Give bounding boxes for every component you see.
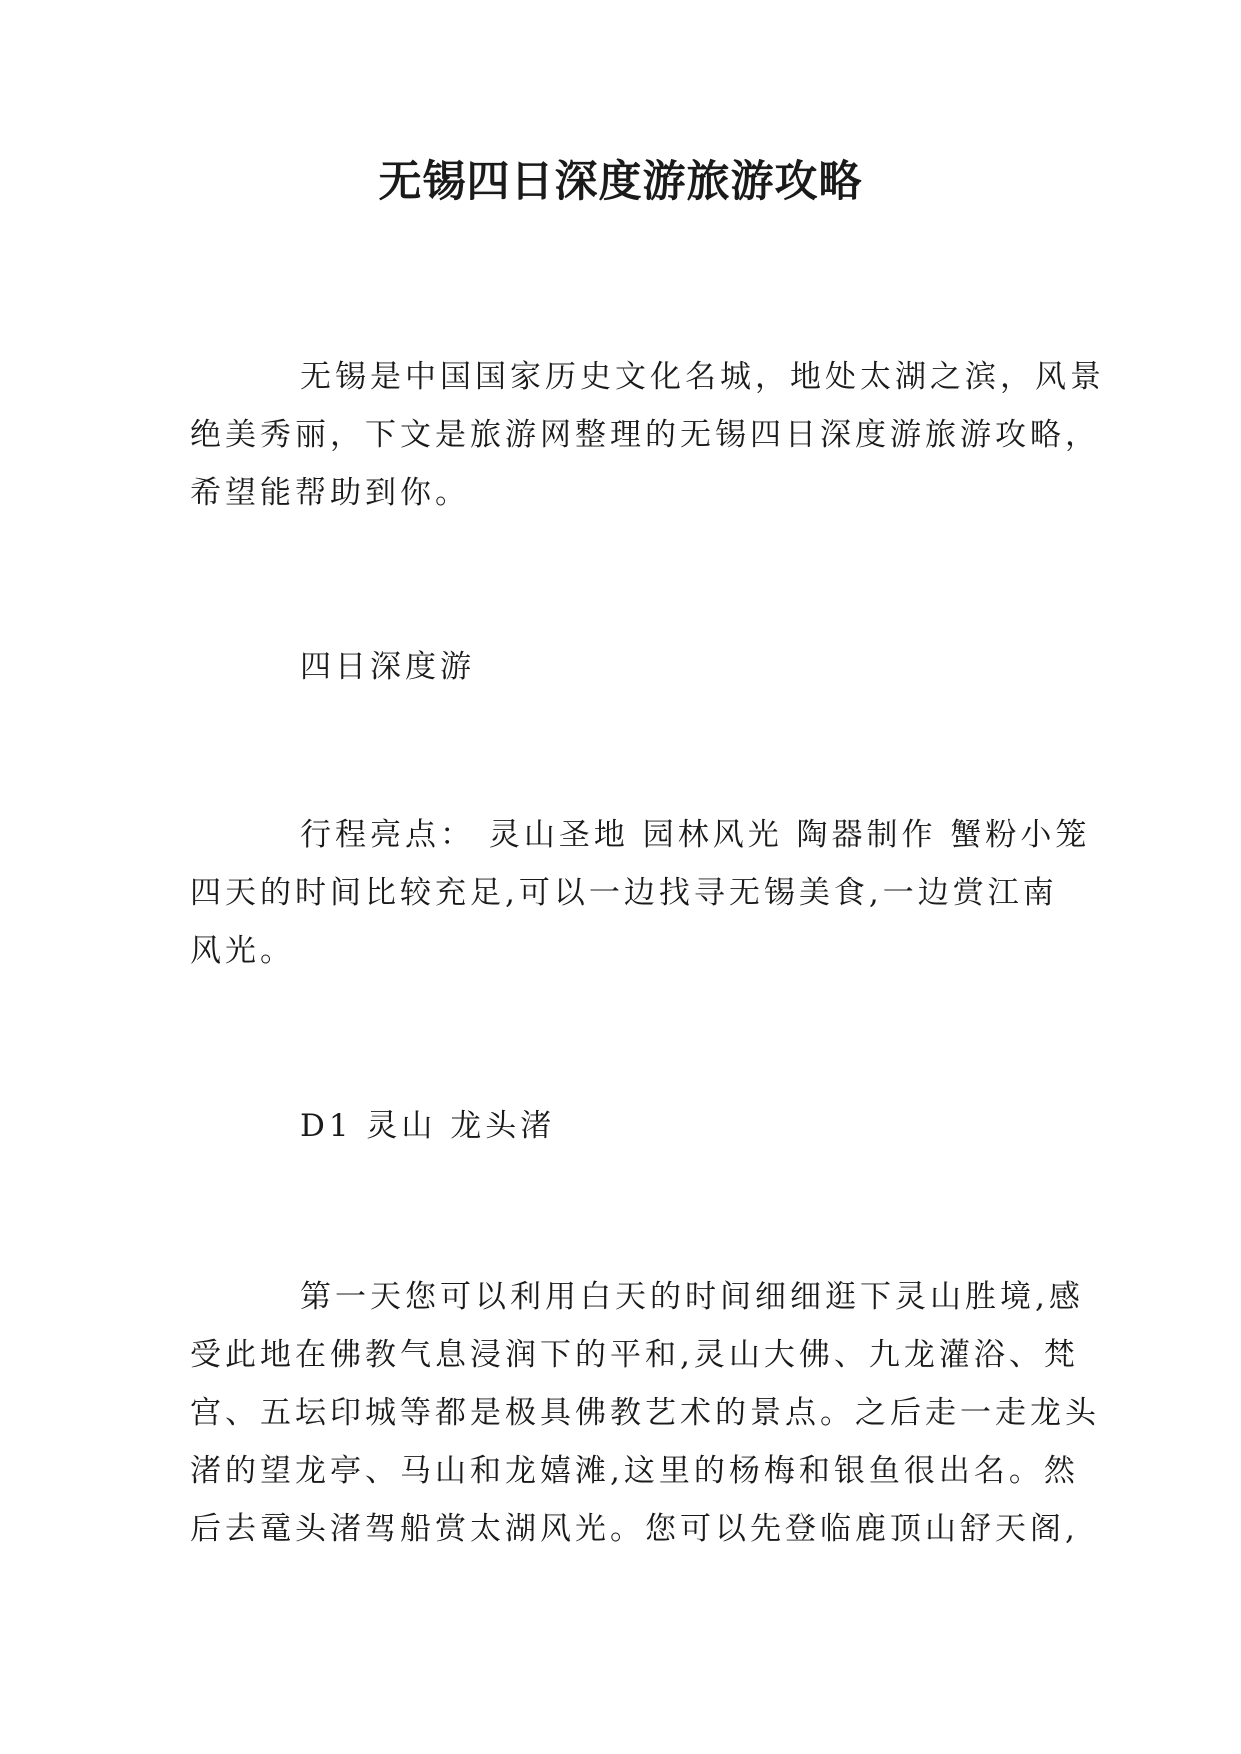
day1-heading (190, 1097, 1060, 1155)
paragraph-line: 行程亮点： 灵山圣地 园林风光 陶器制作 蟹粉小笼 (300, 817, 1091, 853)
section-heading (190, 638, 1060, 696)
highlights-paragraph (190, 806, 1091, 980)
paragraph-line: 后去鼋头渚驾船赏太湖风光。您可以先登临鹿顶山舒天阁, (190, 1511, 1079, 1547)
day1-paragraph (190, 1268, 1100, 1558)
paragraph-line: 希望能帮助到你。 (190, 475, 470, 511)
paragraph-line: 宫、五坛印城等都是极具佛教艺术的景点。之后走一走龙头 (190, 1395, 1100, 1431)
paragraph-line: 第一天您可以利用白天的时间细细逛下灵山胜境,感 (300, 1279, 1084, 1315)
section-heading-text: 四日深度游 (300, 649, 475, 685)
day1-heading-text: D1 灵山 龙头渚 (300, 1108, 556, 1144)
paragraph-line: 绝美秀丽，下文是旅游网整理的无锡四日深度游旅游攻略， (190, 417, 1100, 453)
paragraph-line: 四天的时间比较充足,可以一边找寻无锡美食,一边赏江南 (190, 875, 1058, 911)
document-title: 无锡四日深度游旅游攻略 (378, 157, 863, 207)
paragraph-line: 受此地在佛教气息浸润下的平和,灵山大佛、九龙灌浴、梵 (190, 1337, 1079, 1373)
paragraph-line: 渚的望龙亭、马山和龙嬉滩,这里的杨梅和银鱼很出名。然 (190, 1453, 1079, 1489)
paragraph-line: 风光。 (190, 933, 295, 969)
paragraph-line: 无锡是中国国家历史文化名城，地处太湖之滨，风景 (300, 359, 1105, 395)
intro-paragraph (190, 348, 1105, 522)
